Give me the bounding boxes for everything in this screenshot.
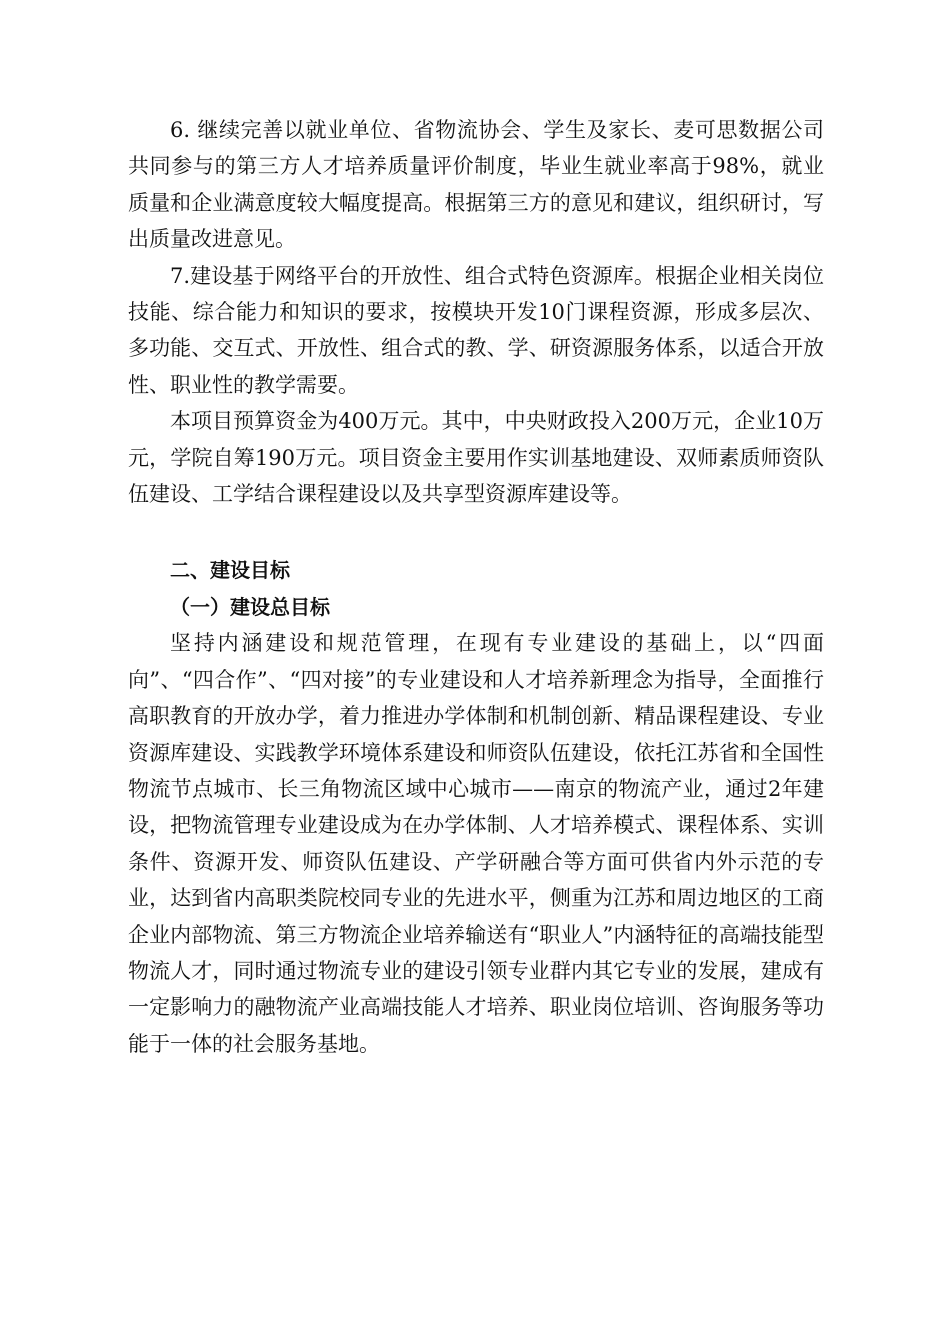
paragraph-item-7: 7.建设基于网络平台的开放性、组合式特色资源库。根据企业相关岗位技能、综合能力和知识的要求，按模块开发10门课程资源，形成多层次、多功能、交互式、开放性、组合式的教、学、研资源服务体系，以适合开放性、职业性的教学需要。 <box>128 263 824 397</box>
section-heading: 二、建设目标 <box>170 558 290 583</box>
paragraph-item-6: 6. 继续完善以就业单位、省物流协会、学生及家长、麦可思数据公司共同参与的第三方人才培养质量评价制度，毕业生就业率高于98%，就业质量和企业满意度较大幅度提高。根据第三方的意见和建议，组织研讨，写出质量改进意见。 <box>128 118 824 252</box>
section-subheading: （一）建设总目标 <box>170 594 330 619</box>
paragraph-budget: 本项目预算资金为400万元。其中，中央财政投入200万元，企业10万元，学院自筹190万元。项目资金主要用作实训基地建设、双师素质师资队伍建设、工学结合课程建设以及共享型资源库建设等。 <box>128 409 824 507</box>
section-spacer <box>128 512 824 552</box>
page-content <box>128 112 824 1062</box>
section-body-paragraph: 坚持内涵建设和规范管理，在现有专业建设的基础上，以“四面向”、“四合作”、“四对接”的专业建设和人才培养新理念为指导，全面推行高职教育的开放办学，着力推进办学体制和机制创新、精品课程建设、专业资源库建设、实践教学环境体系建设和师资队伍建设，依托江苏省和全国性物流节点城市、长三角物流区域中心城市——南京的物流产业，通过2年建设，把物流管理专业建设成为在办学体制、人才培养模式、课程体系、实训条件、资源开发、师资队伍建设、产学研融合等方面可供省内外示范的专业，达到省内高职类院校同专业的先进水平，侧重为江苏和周边地区的工商企业内部物流、第三方物流企业培养输送有“职业人”内涵特征的高端技能型物流人才，同时通过物流专业的建设引领专业群内其它专业的发展，建成有一定影响力的融物流产业高端技能人才培养、职业岗位培训、咨询服务等功能于一体的社会服务基地。 <box>128 631 824 1056</box>
